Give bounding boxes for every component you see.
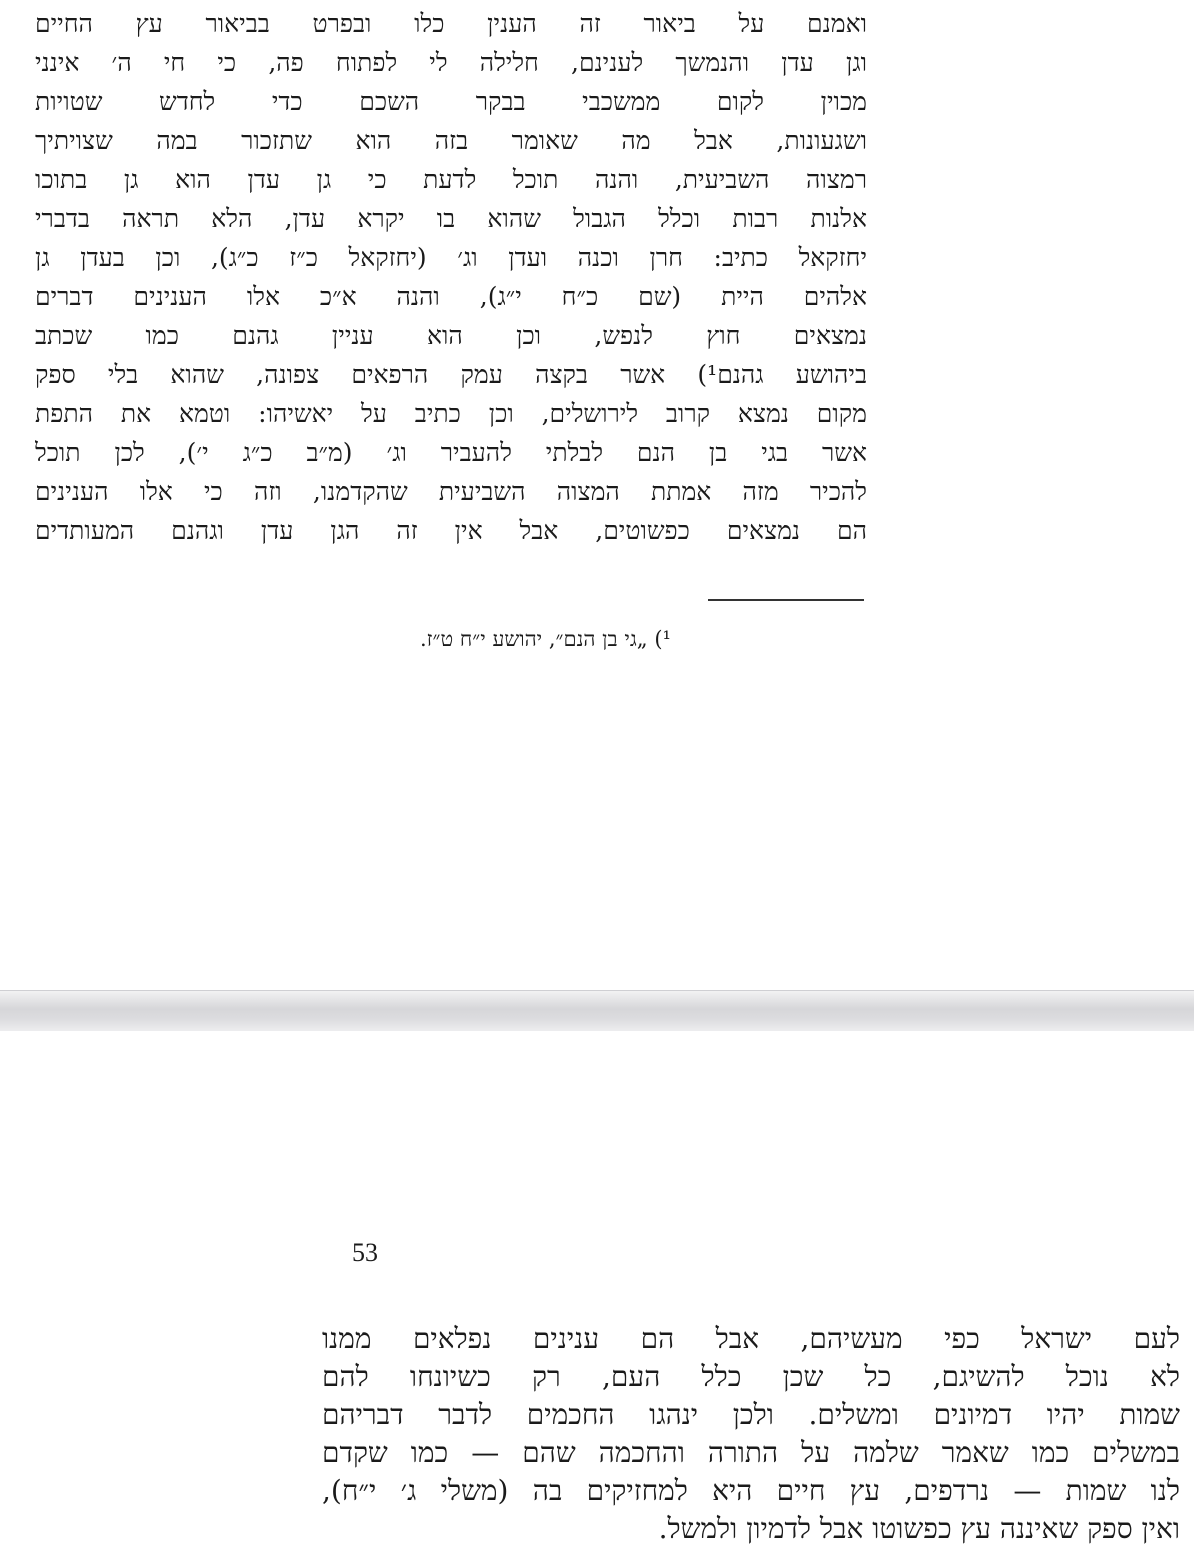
footnote: ¹) „גי בן הנם״, יהושע י״ח ט״ז. xyxy=(420,627,671,651)
text-line: מכוין לקום ממשכבי בבקר השכם כדי לחדש שטויות xyxy=(35,87,867,116)
text-line: הם נמצאים כפשוטים, אבל אין זה הגן עדן וגהנם המעותדים xyxy=(35,516,867,545)
text-line: אלנות רבות וכלל הגבול שהוא בו יקרא עדן, הלא תראה בדברי xyxy=(35,204,867,233)
text-line: אשר בגי בן הנם לבלתי להעביר וג׳ (מ״ב כ״ג י׳), לכן תוכל xyxy=(35,438,867,467)
footnote-rule xyxy=(708,599,864,601)
text-line: שמות יהיו דמיונים ומשלים. ולכן ינהגו החכמים לדבר דבריהם xyxy=(322,1398,1180,1431)
text-line: ואמנם על ביאור זה הענין כלו ובפרט בביאור עץ החיים xyxy=(35,9,867,38)
bottom-page-body-text xyxy=(322,1320,1180,1548)
text-line: ושגעונות, אבל מה שאומר בזה הוא שתזכור במה שצויתיך xyxy=(35,126,867,155)
text-line: לעם ישראל כפי מעשיהם, אבל הם ענינים נפלאים ממנו xyxy=(322,1322,1180,1355)
text-line: להכיר מזה אמתת המצוה השביעית שהקדמנו, וזה כי אלו הענינים xyxy=(35,477,867,506)
text-line: ואין ספק שאיננה עץ כפשוטו אבל לדמיון ולמשל. xyxy=(658,1512,1180,1545)
text-line: נמצאים חוץ לנפש, וכן הוא עניין גהנם כמו שכתב xyxy=(35,321,867,350)
text-line: לנו שמות — נרדפים, עץ חיים היא למחזיקים בה (משלי ג׳ י״ח), xyxy=(322,1474,1180,1507)
page-separator xyxy=(0,990,1194,1032)
page-number: 53 xyxy=(352,1238,378,1267)
text-line: במשלים כמו שאמר שלמה על התורה והחכמה שהם — כמו שקדם xyxy=(322,1436,1180,1469)
text-line: רמצוה השביעית, והנה תוכל לדעת כי גן עדן הוא גן בתוכו xyxy=(35,165,867,194)
top-page-body-text xyxy=(35,4,867,550)
text-line: אלהים היית (שם כ״ח י״ג), והנה א״כ אלו הענינים דברים xyxy=(35,282,867,311)
text-line: מקום נמצא קרוב לירושלים, וכן כתיב על יאשיהו: וטמא את התפת xyxy=(35,399,867,428)
text-line: ביהושע גהנם¹) אשר בקצה עמק הרפאים צפונה, שהוא בלי ספק xyxy=(35,360,867,389)
text-line: יחזקאל כתיב: חרן וכנה ועדן וג׳ (יחזקאל כ״ז כ״ג), וכן בעדן גן xyxy=(35,243,867,272)
text-line: וגן עדן והנמשך לענינם, חלילה לי לפתוח פה, כי חי ה׳ אינני xyxy=(35,48,867,77)
text-line: לא נוכל להשיגם, כל שכן כלל העם, רק כשיונחו להם xyxy=(322,1360,1180,1393)
